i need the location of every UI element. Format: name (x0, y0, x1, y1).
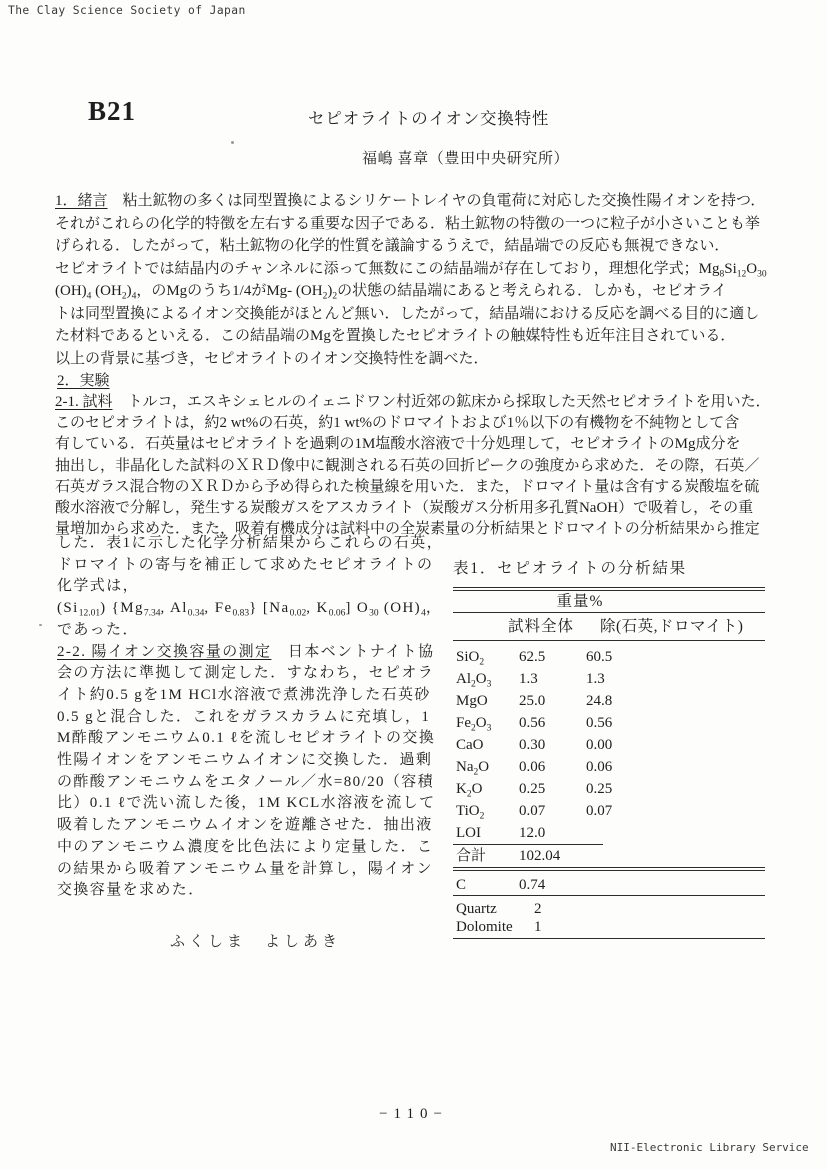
table-mineral-rows (453, 896, 765, 938)
table-cell: MgO (456, 693, 488, 709)
table-main-rows (453, 646, 765, 844)
table-cell: 24.8 (586, 693, 613, 709)
text-line: それがこれらの化学的特徴を左右する重要な因子である．粘土鉱物の特徴の一つに粒子が小さいことも挙 (55, 215, 761, 232)
text-line: ドロマイトの寄与を補正して求めたセピオライトの (57, 556, 434, 573)
table-cell: 0.07 (586, 803, 613, 819)
text-line: 交換容量を求めた． (57, 882, 205, 899)
table-cell: SiO$_2$ (456, 649, 485, 668)
text-line: 0.5 gと混合した．これをガラスカラムに充填し，1 (57, 708, 431, 725)
table-cell: 2 (534, 901, 542, 917)
author-furigana: ふくしま よしあき (170, 934, 342, 950)
table-cell: 62.5 (519, 649, 546, 665)
text-line: 会の方法に準拠して測定した．すなわち，セピオラ (57, 665, 435, 682)
text-line: 量増加から求めた．また，吸着有機成分は試料中の全炭素量の分析結果とドロマイトの分析結果から推定 (55, 521, 760, 538)
text-line: 2-2. 陽イオン交換容量の測定 日本ベントナイト協 (57, 643, 435, 660)
table-cell: 0.07 (519, 803, 546, 819)
text-line: 酸水溶液で分解し，発生する炭酸ガスをアスカライト（炭酸ガス分析用多孔質NaOH）で吸着し，その重 (55, 500, 754, 517)
table-row (453, 900, 765, 918)
table-rule (453, 640, 765, 641)
table-row (453, 822, 765, 844)
table-carbon-row (453, 871, 765, 895)
table-cell: 0.25 (586, 781, 613, 797)
paper-title: セピオライトのイオン交換特性 (308, 109, 550, 128)
analysis-table (453, 556, 765, 939)
table-cell: 0.06 (586, 759, 613, 775)
experiment-section-heading: 2．実験 (57, 373, 110, 389)
table-row (453, 712, 765, 734)
page-number: −110− (379, 1106, 448, 1122)
text-line: げられる．したがって，粘土鉱物の化学的性質を議論するうえで，結晶端での反応も無視できない． (55, 238, 730, 254)
sample-paragraph (55, 392, 790, 540)
table-cell: 1.3 (519, 671, 538, 687)
table-row (453, 918, 765, 936)
left-column-paragraph (57, 533, 457, 902)
table-cell: 0.30 (519, 737, 546, 753)
text-line: の酢酸アンモニウムをエタノール／水=80/20（容積 (57, 773, 435, 790)
table-cell: Dolomite (456, 919, 513, 935)
text-line: 化学式は， (57, 578, 140, 595)
column-header-whole-sample: 試料全体 (508, 618, 575, 635)
text-line: 有している．石英量はセピオライトを過剰の1M塩酸水溶液で十分処理して，セピオライトのMg成分を (55, 436, 741, 453)
table-row (453, 690, 765, 712)
table-row (453, 668, 765, 690)
text-line: セピオライトでは結晶内のチャンネルに添って無数にこの結晶端が存在しており，理想化学式；$Mg_8Si_{12}O_{30}$ (55, 260, 767, 279)
table-row (453, 646, 765, 668)
table-title: 表1．セピオライトの分析結果 (453, 560, 687, 577)
table-cell: 0.00 (586, 737, 613, 753)
table-cell: C (456, 877, 467, 893)
table-rule-bottom (453, 938, 765, 939)
table-column-headers (453, 613, 765, 640)
text-line: 1．緒言 粘土鉱物の多くは同型置換によるシリケートレイヤの負電荷に対応した交換性陽イオンを持つ． (55, 193, 766, 209)
society-header: The Clay Science Society of Japan (8, 4, 246, 17)
abstract-id: B21 (88, 96, 137, 126)
text-line: 中のアンモニウム濃度を比色法により定量した．こ (57, 838, 434, 855)
text-line: 比）0.1 ℓで洗い流した後，1M KCL水溶液を流して (57, 795, 436, 812)
text-line: このセピオライトは，約2 wt%の石英，約1 wt%のドロマイトおよび1％以下の有機物を不純物として含 (55, 415, 740, 432)
table-cell: 0.25 (519, 781, 546, 797)
table-row (453, 800, 765, 822)
table-cell: LOI (456, 825, 481, 841)
table-cell: TiO$_2$ (456, 803, 485, 822)
table-rule-top-1 (453, 587, 765, 588)
table-cell: 25.0 (519, 693, 546, 709)
table-cell: $Al_2O_3$ (456, 671, 492, 690)
text-line: の結果から吸着アンモニウム量を計算し，陽イオン (57, 860, 434, 877)
scan-speck (39, 624, 42, 626)
table-cell (586, 822, 765, 844)
text-line: 以上の背景に基づき，セピオライトのイオン交換特性を調べた． (55, 350, 489, 367)
text-line: 2-1. 試料 トルコ，エスキシェヒルのイェニドワン村近郊の鉱床から採取した天然セピオライトを用いた． (55, 394, 771, 410)
table-unit-header: 重量% (556, 593, 604, 610)
table-cell: $Na_2O$ (456, 759, 490, 778)
table-cell: 0.06 (519, 759, 546, 775)
text-line: 性陽イオンをアンモニウムイオンに交換した．過剰 (57, 752, 433, 769)
text-line: 石英ガラス混合物のＸＲＤから予め得られた検量線を用いた．また，ドロマイト量は含有する炭酸塩を硫 (55, 478, 760, 495)
text-line: 吸着したアンモニウムイオンを遊離させた．抽出液 (57, 817, 433, 834)
table-cell: 1 (534, 919, 542, 935)
introduction-paragraph (55, 190, 790, 370)
table-cell: $K_2O$ (456, 781, 483, 800)
table-cell: 102.04 (519, 848, 561, 864)
table-cell: 0.56 (586, 715, 613, 731)
table-row (453, 734, 765, 756)
table-cell: Quartz (456, 901, 497, 917)
table-cell: 12.0 (519, 825, 546, 841)
table-cell: 合計 (456, 848, 487, 864)
text-line: であった． (57, 621, 139, 638)
nii-library-note: NII-Electronic Library Service (610, 1141, 809, 1154)
table-total-row (453, 845, 765, 867)
text-line: $(OH)_4$ $(OH_2)_4$，のMgのうち1/4がMg- $(OH_2)_2$の状態の結晶端にあると考えられる．しかも，セピオライ (55, 283, 727, 302)
text-line: $(Si_{12.01})$ {$Mg_{7.34}$, $Al_{0.34}$, $Fe_{0.83}$} [$Na_{0.02}$, $K_{0.06}$] $O_{30}$ $(OH)_4$， (57, 600, 443, 619)
paper-author: 福嶋 喜章（豊田中央研究所） (362, 151, 570, 167)
table-row (453, 756, 765, 778)
text-line: トは同型置換によるイオン交換能がほとんど無い．したがって，結晶端における反応を調べる目的に適し (55, 305, 760, 322)
scan-speck (231, 141, 234, 144)
table-cell: CaO (456, 737, 484, 753)
table-row (453, 778, 765, 800)
table-cell: $Fe_2O_3$ (456, 715, 492, 734)
table-cell: 60.5 (586, 649, 613, 665)
table-cell: 0.56 (519, 715, 546, 731)
column-header-excluding: 除(石英,ドロマイト) (600, 618, 744, 635)
table-cell: 0.74 (519, 877, 546, 893)
text-line: した．表1に示した化学分析結果からこれらの石英， (57, 535, 444, 551)
text-line: 抽出し，非晶化した試料のＸＲＤ像中に観測される石英の回折ピークの強度から求めた．その際，石英／ (55, 457, 760, 474)
text-line: た材料であるといえる．この結晶端のMgを置換したセピオライトの触媒特性も近年注目されている． (55, 328, 736, 344)
text-line: M酢酸アンモニウム0.1 ℓを流しセピオライトの交換 (57, 730, 436, 747)
table-rule (453, 867, 765, 868)
table-cell: 1.3 (586, 671, 605, 687)
text-line: イト約0.5 gを1M HCl水溶液で煮沸洗浄した石英砂 (57, 686, 431, 703)
